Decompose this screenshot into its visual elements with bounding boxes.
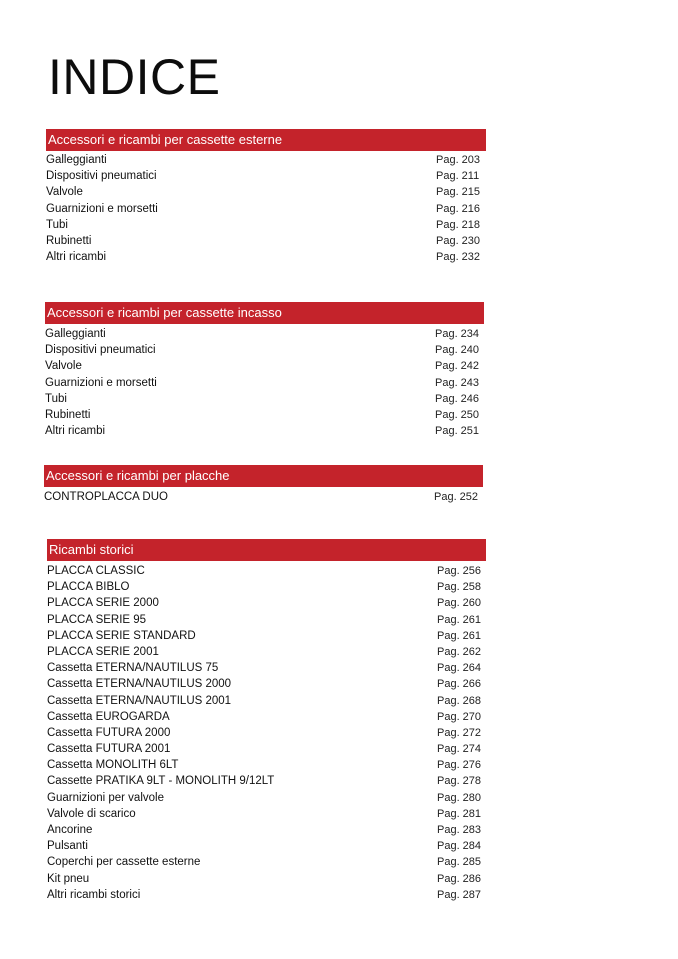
section-cassette-esterne [46, 129, 486, 265]
item-label: Cassetta MONOLITH 6LT [47, 759, 179, 772]
item-label: CONTROPLACCA DUO [44, 491, 168, 503]
item-label: Guarnizioni e morsetti [45, 376, 157, 389]
item-page: Pag. 232 [436, 251, 481, 264]
item-page: Pag. 230 [436, 234, 481, 247]
item-label: Pulsanti [47, 840, 88, 853]
item-page: Pag. 246 [435, 392, 480, 405]
section-header: Ricambi storici [47, 539, 486, 561]
item-label: Cassetta FUTURA 2000 [47, 726, 171, 739]
item-label: Tubi [45, 392, 67, 405]
item-page: Pag. 264 [437, 662, 482, 675]
list-item[interactable] [47, 822, 486, 838]
item-page: Pag. 281 [437, 807, 482, 820]
section-items [46, 151, 486, 265]
item-page: Pag. 234 [435, 328, 480, 340]
list-item[interactable] [47, 887, 486, 903]
list-item[interactable] [46, 168, 486, 184]
section-header: Accessori e ricambi per placche [44, 465, 483, 487]
item-page: Pag. 242 [435, 360, 480, 373]
section-ricambi-storici [47, 539, 486, 903]
item-label: Cassetta EUROGARDA [47, 710, 170, 723]
item-label: Guarnizioni per valvole [47, 791, 164, 804]
item-page: Pag. 285 [437, 856, 482, 869]
item-label: PLACCA SERIE STANDARD [47, 629, 196, 642]
item-page: Pag. 252 [434, 491, 479, 503]
list-item[interactable] [47, 871, 486, 887]
section-items [47, 561, 486, 903]
item-label: Cassetta FUTURA 2001 [47, 743, 171, 756]
item-page: Pag. 283 [437, 824, 482, 836]
list-item[interactable] [45, 423, 484, 439]
list-item[interactable] [47, 693, 486, 709]
list-item[interactable] [47, 773, 486, 789]
item-page: Pag. 203 [436, 154, 481, 166]
item-page: Pag. 240 [435, 344, 480, 357]
item-page: Pag. 258 [437, 581, 482, 594]
item-page: Pag. 256 [437, 565, 482, 577]
list-item[interactable] [47, 579, 486, 595]
item-label: Kit pneu [47, 872, 90, 885]
item-label: Valvole [45, 360, 82, 373]
list-item[interactable] [45, 342, 484, 358]
item-label: Cassette PRATIKA 9LT - MONOLITH 9/12LT [47, 775, 275, 788]
section-header: Accessori e ricambi per cassette incasso [45, 302, 484, 324]
item-page: Pag. 211 [436, 170, 480, 183]
list-item[interactable] [47, 709, 486, 725]
section-items [45, 324, 484, 439]
list-item[interactable] [45, 391, 484, 407]
item-label: Altri ricambi [46, 251, 107, 264]
item-page: Pag. 276 [437, 759, 482, 772]
item-label: Valvole di scarico [47, 807, 136, 820]
item-label: Rubinetti [45, 408, 91, 421]
list-item[interactable] [45, 407, 484, 423]
section-items [44, 487, 483, 505]
item-page: Pag. 272 [437, 726, 482, 739]
item-label: Altri ricambi [45, 425, 106, 438]
item-page: Pag. 261 [437, 613, 482, 626]
item-label: Coperchi per cassette esterne [47, 856, 201, 869]
item-label: Cassetta ETERNA/NAUTILUS 2001 [47, 694, 232, 707]
list-item[interactable] [44, 489, 483, 505]
list-item[interactable] [45, 358, 484, 374]
page-title: INDICE [48, 49, 221, 105]
item-page: Pag. 243 [435, 376, 480, 389]
item-page: Pag. 280 [437, 791, 482, 804]
item-label: Guarnizioni e morsetti [46, 202, 158, 215]
item-label: Tubi [46, 218, 68, 231]
item-label: Cassetta ETERNA/NAUTILUS 75 [47, 662, 219, 675]
list-item[interactable] [46, 217, 486, 233]
item-page: Pag. 215 [436, 186, 481, 199]
list-item[interactable] [46, 152, 486, 168]
item-page: Pag. 287 [437, 888, 482, 901]
list-item[interactable] [46, 249, 486, 265]
list-item[interactable] [47, 628, 486, 644]
item-page: Pag. 278 [437, 775, 482, 788]
list-item[interactable] [47, 854, 486, 870]
item-label: Altri ricambi storici [47, 888, 141, 901]
item-page: Pag. 261 [437, 629, 482, 642]
list-item[interactable] [46, 184, 486, 200]
item-page: Pag. 284 [437, 840, 482, 853]
item-label: Dispositivi pneumatici [46, 170, 157, 183]
item-label: Galleggianti [45, 328, 106, 340]
list-item[interactable] [47, 563, 486, 579]
list-item[interactable] [47, 757, 486, 773]
item-label: PLACCA SERIE 95 [47, 613, 147, 626]
section-cassette-incasso [45, 302, 484, 439]
item-page: Pag. 266 [437, 678, 482, 691]
item-label: PLACCA SERIE 2000 [47, 597, 159, 610]
item-page: Pag. 268 [437, 694, 482, 707]
list-item[interactable] [47, 838, 486, 854]
item-page: Pag. 218 [436, 218, 481, 231]
list-item[interactable] [47, 660, 486, 676]
list-item[interactable] [47, 644, 486, 660]
item-page: Pag. 274 [437, 743, 482, 756]
item-label: PLACCA CLASSIC [47, 565, 145, 577]
item-page: Pag. 270 [437, 710, 482, 723]
list-item[interactable] [47, 595, 486, 611]
item-label: Dispositivi pneumatici [45, 344, 156, 357]
item-page: Pag. 216 [436, 202, 481, 215]
item-label: PLACCA BIBLO [47, 581, 130, 594]
item-label: Cassetta ETERNA/NAUTILUS 2000 [47, 678, 232, 691]
item-page: Pag. 251 [435, 425, 480, 438]
list-item[interactable] [47, 790, 486, 806]
list-item[interactable] [46, 201, 486, 217]
item-label: PLACCA SERIE 2001 [47, 645, 159, 658]
list-item[interactable] [47, 806, 486, 822]
list-item[interactable] [47, 612, 486, 628]
list-item[interactable] [46, 233, 486, 249]
section-header: Accessori e ricambi per cassette esterne [46, 129, 486, 151]
list-item[interactable] [45, 375, 484, 391]
list-item[interactable] [47, 676, 486, 692]
item-page: Pag. 286 [437, 872, 482, 885]
list-item[interactable] [47, 725, 486, 741]
item-label: Ancorine [47, 824, 93, 836]
section-placche [44, 465, 483, 505]
item-page: Pag. 262 [437, 645, 482, 658]
list-item[interactable] [45, 326, 484, 342]
item-page: Pag. 250 [435, 408, 480, 421]
item-label: Valvole [46, 186, 83, 199]
item-page: Pag. 260 [437, 597, 482, 610]
list-item[interactable] [47, 741, 486, 757]
item-label: Galleggianti [46, 154, 107, 166]
item-label: Rubinetti [46, 234, 92, 247]
